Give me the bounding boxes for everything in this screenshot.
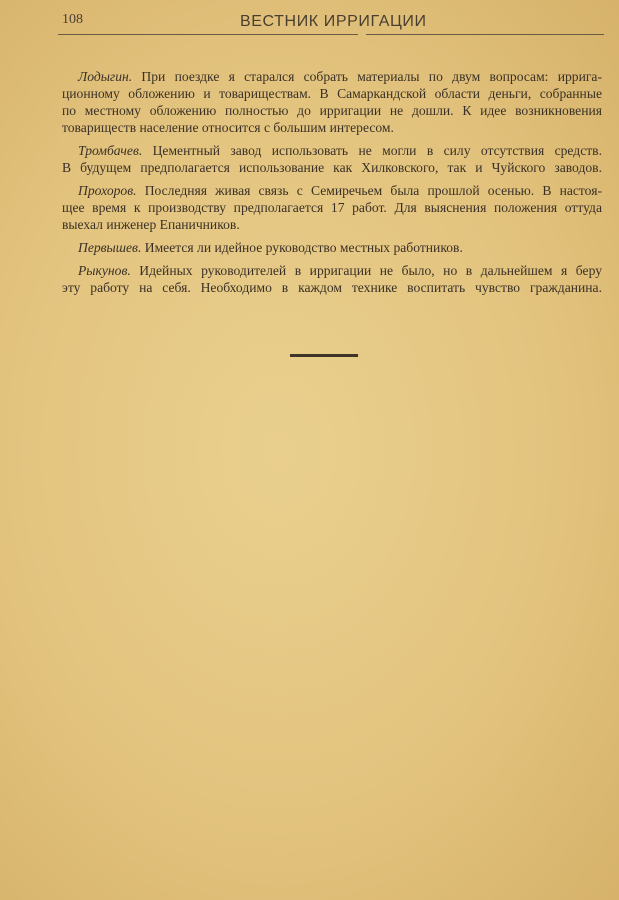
page-number: 108 <box>62 12 83 27</box>
paragraph-lodygin <box>62 68 602 136</box>
text-line: В будущем предполагается использование как Хилковского, так и Чуйского заводов. <box>62 160 602 175</box>
text-line: по местному обложению полностью до ирригации не дошли. К идее возникновения <box>62 103 602 118</box>
text-line: Лодыгин. При поездке я старался собрать материалы по двум вопросам: ирригa- <box>78 69 602 84</box>
page-header <box>0 12 619 34</box>
speaker-name: Лодыгин. <box>78 69 133 84</box>
text-line: Тромбачев. Цементный завод использовать не могли в силу отсутствия средств. <box>78 143 602 158</box>
text-line: Первышев. Имеется ли идейное руководство местных работников. <box>78 240 463 255</box>
text-line: щее время к производству предполагается 17 работ. Для выяснения положения оттуда <box>62 200 602 215</box>
paragraph-rykunov <box>62 262 602 296</box>
text-line: эту работу на себя. Необходимо в каждом технике воспитать чувство гражданина. <box>62 280 602 295</box>
text-line: товариществ население относится с большим интересом. <box>62 120 394 135</box>
text-line: выехал инженер Епаничников. <box>62 217 240 232</box>
text-line: Прохоров. Последняя живая связь с Семиречьем была прошлой осенью. В настоя- <box>78 183 602 198</box>
section-separator <box>290 354 358 357</box>
speaker-name: Тромбачев. <box>78 143 143 158</box>
paragraph-prokhorov <box>62 182 602 233</box>
paragraph-trombachev <box>62 142 602 176</box>
header-rule-left <box>58 34 358 35</box>
speaker-name: Прохоров. <box>78 183 137 198</box>
speaker-name: Первышев. <box>78 240 142 255</box>
speaker-name: Рыкунов. <box>78 263 131 278</box>
document-body <box>62 68 602 302</box>
header-rule-right <box>366 34 604 35</box>
journal-title: ВЕСТНИК ИРРИГАЦИИ <box>240 13 427 30</box>
text-line: ционному обложению и товариществам. В Самаркандской области деньги, собранные <box>62 86 602 101</box>
paragraph-pervyshev <box>62 239 602 256</box>
text-line: Рыкунов. Идейных руководителей в ирригации не было, но в дальнейшем я беру <box>78 263 602 278</box>
